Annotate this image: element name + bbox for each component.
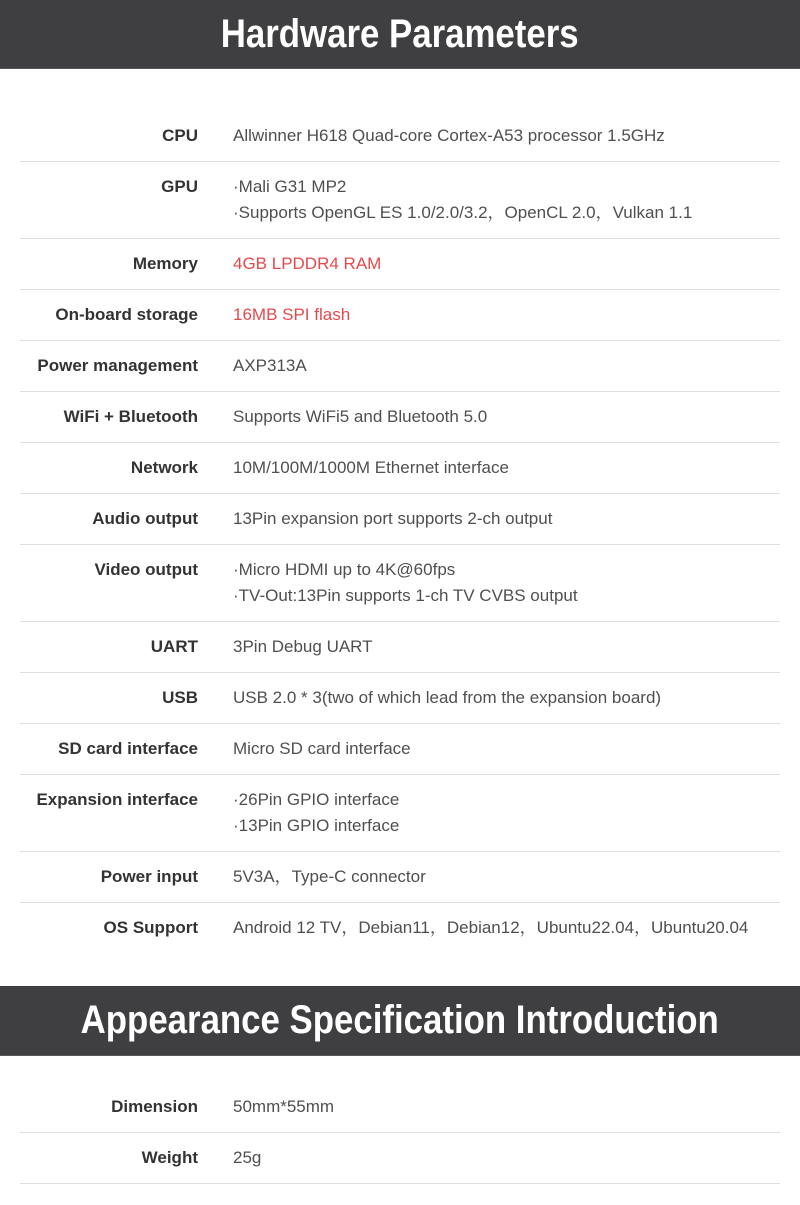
spec-label: Dimension (111, 1097, 198, 1116)
appearance-section-header (0, 986, 800, 1056)
spec-value (198, 302, 350, 328)
spec-value-line: ·Micro HDMI up to 4K@60fps (233, 560, 456, 579)
spec-label: UART (150, 637, 198, 656)
spec-row (20, 903, 780, 953)
spec-value (198, 1145, 261, 1171)
spec-value-line: ·13Pin GPIO interface (233, 816, 400, 835)
spec-row (20, 1082, 780, 1133)
spec-value (198, 787, 399, 839)
spec-value (198, 864, 426, 890)
spec-value (198, 455, 509, 481)
spec-value-line: 3Pin Debug UART (233, 637, 373, 656)
spec-value-line: 5V3A，Type-C connector (233, 867, 426, 886)
spec-value-line: Micro SD card interface (233, 739, 411, 758)
spec-value (198, 685, 661, 711)
spec-row (20, 111, 780, 162)
spec-value-line: ·26Pin GPIO interface (233, 790, 400, 809)
spec-label: Network (130, 458, 198, 477)
spec-value (198, 557, 578, 609)
spec-label: Video output (94, 560, 198, 579)
spec-value-line: ·Supports OpenGL ES 1.0/2.0/3.2，OpenCL 2.0，Vulkan 1.1 (233, 203, 693, 222)
spec-label: SD card interface (58, 739, 198, 758)
spec-value-line: USB 2.0 * 3(two of which lead from the expansion board) (233, 688, 662, 707)
spec-row (20, 341, 780, 392)
spec-value-line: 13Pin expansion port supports 2-ch output (233, 509, 553, 528)
spec-row (20, 392, 780, 443)
spec-value-line: Supports WiFi5 and Bluetooth 5.0 (233, 407, 488, 426)
spec-value (198, 353, 307, 379)
spec-label: Power management (37, 356, 198, 375)
spec-row (20, 1133, 780, 1184)
spec-label: Memory (132, 254, 198, 273)
spec-row (20, 622, 780, 673)
appearance-section-title: Appearance Specification Introduction (80, 998, 720, 1042)
spec-row (20, 162, 780, 239)
spec-value (198, 634, 373, 660)
spec-row (20, 443, 780, 494)
spec-value-line: 50mm*55mm (233, 1097, 335, 1116)
spec-value-line: AXP313A (233, 356, 307, 375)
spec-row (20, 494, 780, 545)
spec-label: OS Support (103, 918, 198, 937)
spec-value-line: 16MB SPI flash (233, 305, 351, 324)
spec-value-line: Android 12 TV，Debian11，Debian12，Ubuntu22.04，Ubuntu20.04 (233, 918, 749, 937)
spec-label: Audio output (92, 509, 198, 528)
spec-value-line: 25g (233, 1148, 262, 1167)
spec-row (20, 290, 780, 341)
spec-label: Power input (100, 867, 198, 886)
hardware-section-title: Hardware Parameters (221, 11, 579, 56)
spec-value (198, 915, 748, 941)
spec-value (198, 1094, 334, 1120)
spec-row (20, 545, 780, 622)
spec-value (198, 174, 692, 226)
spec-value-line: 10M/100M/1000M Ethernet interface (233, 458, 509, 477)
spec-value-line: ·Mali G31 MP2 (233, 177, 347, 196)
hardware-section-header (0, 0, 800, 69)
spec-label: WiFi + Bluetooth (63, 407, 198, 426)
spec-label: On-board storage (55, 305, 198, 324)
spec-value (198, 506, 552, 532)
spec-row (20, 724, 780, 775)
spec-label: Expansion interface (36, 790, 198, 809)
hardware-spec-table (20, 111, 780, 953)
spec-value (198, 736, 411, 762)
spec-label: USB (162, 688, 198, 707)
spec-value (198, 404, 487, 430)
spec-label: CPU (162, 126, 198, 145)
spec-row (20, 852, 780, 903)
spec-value-line: ·TV-Out:13Pin supports 1-ch TV CVBS output (233, 586, 578, 605)
spec-value-line: Allwinner H618 Quad-core Cortex-A53 processor 1.5GHz (233, 126, 665, 145)
spec-row (20, 673, 780, 724)
spec-row (20, 239, 780, 290)
spec-label: GPU (161, 177, 198, 196)
spec-value (198, 123, 665, 149)
spec-value (198, 251, 381, 277)
spec-value-line: 4GB LPDDR4 RAM (233, 254, 382, 273)
spec-label: Weight (141, 1148, 198, 1167)
appearance-spec-table (20, 1082, 780, 1184)
spec-row (20, 775, 780, 852)
